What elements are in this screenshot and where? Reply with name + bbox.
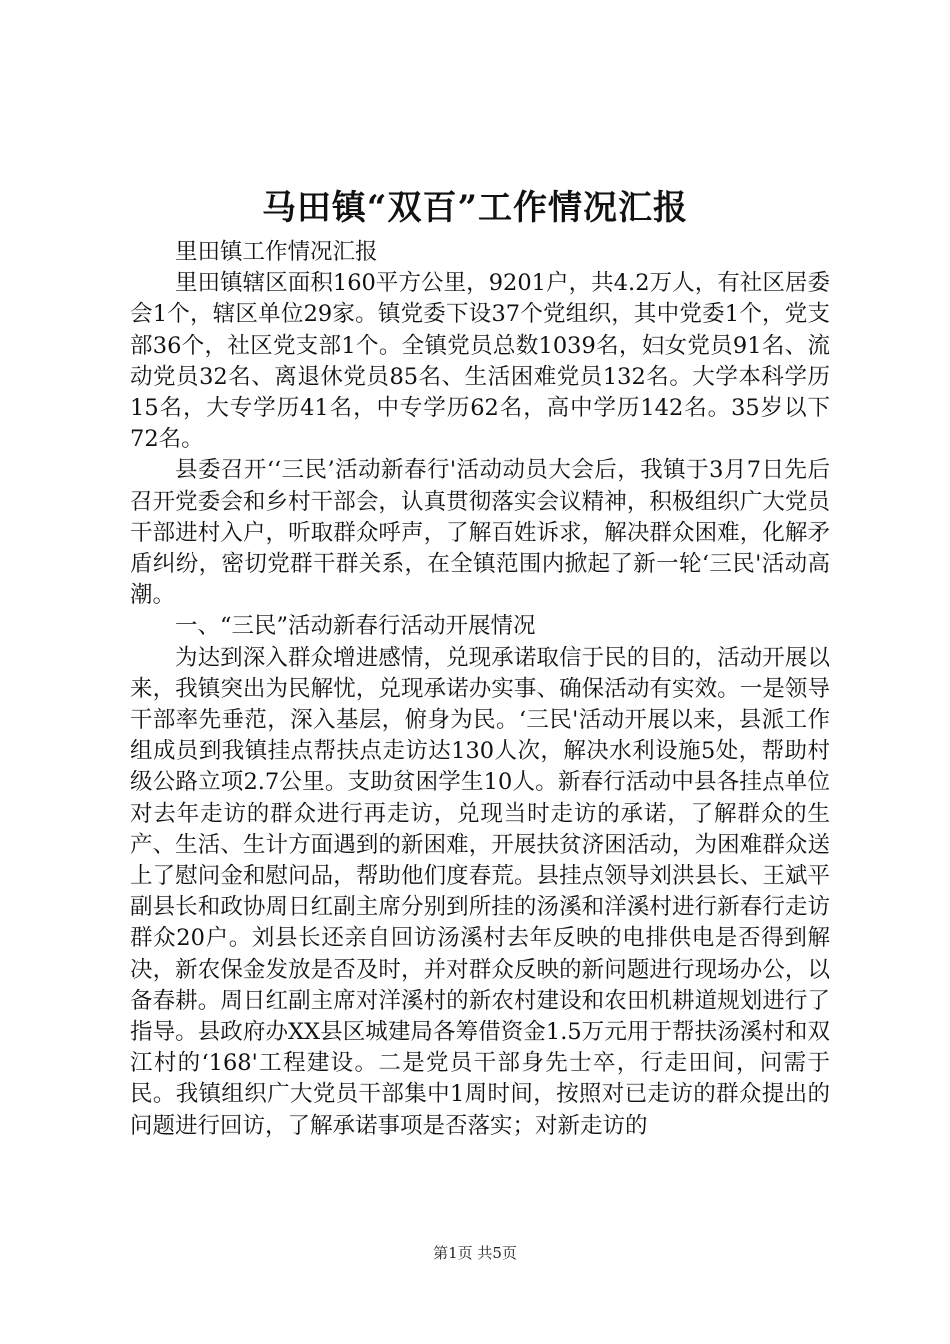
paragraph-overview: 里田镇辖区面积160平方公里，9201户，共4.2万人，有社区居委会1个，辖区单位29家。镇党委下设37个党组织，其中党委1个，党支部36个，社区党支部1个。全镇党员总数1039名，妇女党员91名、流动党员32名、离退休党员85名、生活困难党员132名。大学本科学历15名，大专学历41名，中专学历62名，高中学历142名。35岁以下72名。	[130, 270, 830, 453]
page-indicator: 第1页 共5页	[433, 1244, 517, 1262]
section-heading: 一、“三民”活动新春行活动开展情况	[175, 613, 536, 640]
paragraph-subtitle: 里田镇工作情况汇报	[175, 239, 378, 265]
paragraph-meeting: 县委召开‘‘三民’活动新春行'活动动员大会后，我镇于3月7日先后召开党委会和乡村干部会，认真贯彻落实会议精神，积极组织广大党员干部进村入户，听取群众呼声，了解百姓诉求，解决群众困难，化解矛盾纠纷，密切党群干群关系，在全镇范围内掀起了新一轮‘三民'活动高潮。	[130, 457, 830, 609]
document-body	[130, 237, 830, 1142]
document-title: 马田镇“双百”工作情况汇报	[261, 188, 689, 228]
paragraph-activities: 为达到深入群众增进感情，兑现承诺取信于民的目的，活动开展以来，我镇突出为民解忧，兑现承诺办实事、确保活动有实效。一是领导干部率先垂范，深入基层，俯身为民。‘三民'活动开展以来，县派工作组成员到我镇挂点帮扶点走访达130人次，解决水利设施5处，帮助村级公路立项2.7公里。支助贫困学生10人。新春行活动中县各挂点单位对去年走访的群众进行再走访，兑现当时走访的承诺，了解群众的生产、生活、生计方面遇到的新困难，开展扶贫济困活动，为困难群众送上了慰问金和慰问品，帮助他们度春荒。县挂点领导刘洪县长、王斌平副县长和政协周日红副主席分别到所挂的汤溪和洋溪村进行新春行走访群众20户。刘县长还亲自回访汤溪村去年反映的电排供电是否得到解决，新农保金发放是否及时，并对群众反映的新问题进行现场办公，以备春耕。周日红副主席对洋溪村的新农村建设和农田机耕道规划进行了指导。县政府办XX县区城建局各筹借资金1.5万元用于帮扶汤溪村和双江村的‘168'工程建设。二是党员干部身先士卒，行走田间，问需于民。我镇组织广大党员干部集中1周时间，按照对已走访的群众提出的问题进行回访，了解承诺事项是否落实；对新走访的	[130, 644, 830, 1139]
